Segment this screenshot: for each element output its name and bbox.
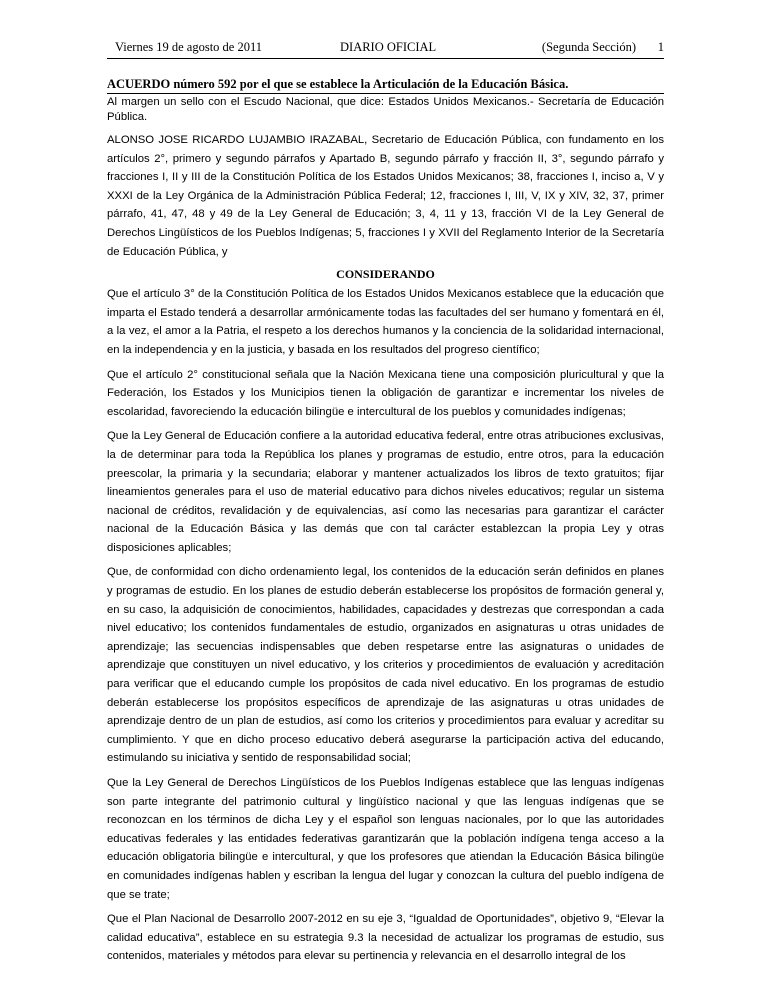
considerando-paragraph-3: Que la Ley General de Educación confiere a la autoridad educativa federal, entre otras atribuciones exclusivas, la de determinar para toda la República los planes y programas de estudio, entre otros, para la educación preescolar, la primaria y la secundaria; elaborar y mantener actualizados los libros de texto gratuitos; fijar lineamientos generales para el uso de material educativo para dichos niveles educativos; regular un sistema nacional de créditos, revalidación y de equivalencias, así como las necesarias para garantizar el carácter nacional de la Educación Básica y las demás que con tal carácter establezcan la propia Ley y otras disposiciones aplicables;	[107, 430, 664, 554]
section-heading-considerando: CONSIDERANDO	[336, 267, 435, 282]
document-title: ACUERDO número 592 por el que se establece la Articulación de la Educación Básica.	[107, 76, 664, 94]
considerando-paragraph-4: Que, de conformidad con dicho ordenamiento legal, los contenidos de la educación serán definidos en planes y programas de estudio. En los planes de estudio deberán establecerse los propósitos de formación general y, en su caso, la adquisición de conocimientos, habilidades, capacidades y destrezas que correspondan a cada nivel educativo; los contenidos fundamentales de estudio, organizados en asignaturas u otras unidades de aprendizaje; las secuencias indispensables que deben respetarse entre las asignaturas o unidades de aprendizaje que constituyen un nivel educativo, y los criterios y procedimientos de evaluación y acreditación para verificar que el educando cumple los propósitos de cada nivel educativo. En los programas de estudio deberán establecerse los propósitos específicos de aprendizaje de las asignaturas u otras unidades de aprendizaje dentro de un plan de estudios, así como los criterios y procedimientos para evaluar y acreditar su cumplimiento. Y que en dicho proceso educativo deberá asegurarse la participación activa del educando, estimulando su iniciativa y sentido de responsabilidad social;	[107, 566, 664, 765]
considerando-paragraph-6: Que el Plan Nacional de Desarrollo 2007-2012 en su eje 3, “Igualdad de Oportunidades”, objetivo 9, “Elevar la calidad educativa”, establece en su estrategia 9.3 la necesidad de actualizar los programas de estudio, sus contenidos, materiales y métodos para elevar su pertinencia y relevancia en el desarrollo integral de los	[107, 913, 664, 963]
considerando-paragraph-2: Que el artículo 2° constitucional señala que la Nación Mexicana tiene una composición pluricultural y que la Federación, los Estados y los Municipios tienen la obligación de garantizar e incrementar los niveles de escolaridad, favoreciendo la educación bilingüe e intercultural de los pueblos y comunidades indígenas;	[107, 368, 664, 418]
header-section: (Segunda Sección)	[541, 40, 636, 54]
document-page	[107, 38, 664, 966]
intro-paragraph: ALONSO JOSE RICARDO LUJAMBIO IRAZABAL, Secretario de Educación Pública, con fundamento en los artículos 2°, primero y segundo párrafos y Apartado B, segundo párrafo y fracción II, 3°, segundo párrafo y fracciones I, II y III de la Constitución Política de los Estados Unidos Mexicanos; 38, fracciones I, inciso a, V y XXXI de la Ley Orgánica de la Administración Pública Federal; 12, fracciones I, III, V, IX y XIV, 32, 37, primer párrafo, 41, 47, 48 y 49 de la Ley General de Educación; 3, 4, 11 y 13, fracción VI de la Ley General de Derechos Lingüísticos de los Pueblos Indígenas; 5, fracciones I y XVII del Reglamento Interior de la Secretaría de Educación Pública, y	[107, 134, 664, 258]
header-publication: DIARIO OFICIAL	[340, 40, 437, 54]
considerando-paragraph-5: Que la Ley General de Derechos Lingüísticos de los Pueblos Indígenas establece que las lenguas indígenas son parte integrante del patrimonio cultural y lingüístico nacional y que las lenguas indígenas que se reconozcan en los términos de dicha Ley y el español son lenguas nacionales, por lo que las autoridades educativas federales y las entidades federativas garantizarán que la población indígena tenga acceso a la educación obligatoria bilingüe e intercultural, y que los profesores que atiendan la Educación Básica bilingüe en comunidades indígenas hablen y escriban la lengua del lugar y conozcan la cultura del pueblo indígena de que se trate;	[107, 777, 664, 901]
considerando-paragraph-1: Que el artículo 3° de la Constitución Política de los Estados Unidos Mexicanos establece que la educación que imparta el Estado tenderá a desarrollar armónicamente todas las facultades del ser humano y fomentará en él, a la vez, el amor a la Patria, el respeto a los derechos humanos y la conciencia de la solidaridad internacional, en la independencia y en la justicia, y basada en los resultados del progreso científico;	[107, 288, 664, 356]
header-date: Viernes 19 de agosto de 2011	[115, 40, 263, 54]
header-page-number: 1	[657, 40, 664, 54]
margin-note: Al margen un sello con el Escudo Nacional, que dice: Estados Unidos Mexicanos.- Secretaría de Educación Pública.	[107, 96, 664, 123]
page-header	[107, 38, 664, 59]
